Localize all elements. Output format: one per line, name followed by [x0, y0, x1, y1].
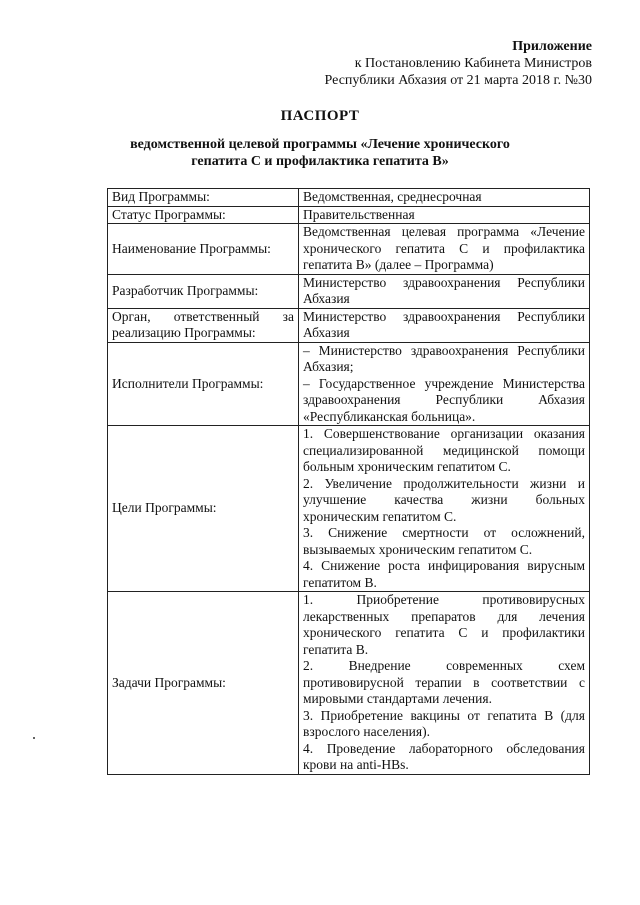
row-value: [299, 224, 590, 275]
table-row: [108, 224, 590, 275]
row-value: [299, 189, 590, 207]
row-value: [299, 308, 590, 342]
row-label: Орган, ответственный за реализацию Программы:: [108, 308, 299, 342]
value-paragraph: 1. Совершенствование организации оказания специализированной медицинской помощи больным хроническим гепатитом С.: [303, 426, 585, 474]
value-paragraph: 3. Приобретение вакцины от гепатита В (для взрослого населения).: [303, 707, 585, 739]
value-paragraph: 4. Снижение роста инфицирования вирусным гепатитом В.: [303, 558, 585, 590]
value-paragraph: 2. Увеличение продолжительности жизни и улучшение качества жизни больных хроническим гепатитом С.: [303, 475, 585, 524]
value-paragraph: Правительственная: [303, 206, 415, 222]
value-paragraph: 2. Внедрение современных схем противовирусной терапии в соответствии с мировыми стандартами лечения.: [303, 658, 585, 706]
table-row: [108, 189, 590, 207]
table-row: [108, 426, 590, 592]
table-row: [108, 342, 590, 426]
row-label: Исполнители Программы:: [108, 342, 299, 426]
value-paragraph: – Министерство здравоохранения Республики Абхазия;: [303, 342, 585, 374]
passport-table: [107, 188, 590, 775]
table-row: [108, 592, 590, 775]
value-paragraph: Министерство здравоохранения Республики Абхазия: [303, 274, 585, 306]
value-paragraph: – Государственное учреждение Министерства здравоохранения Республики Абхазия «Республиканская больница».: [303, 375, 585, 424]
subtitle-line-2: гепатита С и профилактика гепатита В»: [191, 154, 449, 169]
row-value: [299, 342, 590, 426]
value-paragraph: 1. Приобретение противовирусных лекарственных препаратов для лечения хронического гепатита С и профилактики гепатита В.: [303, 592, 585, 657]
row-value: [299, 274, 590, 308]
value-paragraph: 4. Проведение лабораторного обследования крови на anti-HBs.: [303, 740, 585, 772]
scan-speck: [33, 737, 35, 739]
table-row: [108, 308, 590, 342]
appendix-line-2: Республики Абхазия от 21 марта 2018 г. №30: [324, 73, 592, 88]
value-paragraph: Ведомственная, среднесрочная: [303, 189, 482, 204]
table-row: [108, 206, 590, 224]
appendix-title: Приложение: [512, 39, 592, 54]
document-title: ПАСПОРТ: [280, 108, 360, 124]
value-paragraph: Министерство здравоохранения Республики Абхазия: [303, 308, 585, 340]
row-value: [299, 426, 590, 592]
value-paragraph: 3. Снижение смертности от осложнений, вызываемых хроническим гепатитом С.: [303, 525, 585, 557]
row-label: Задачи Программы:: [108, 592, 299, 775]
document-subtitle: [110, 136, 530, 170]
row-label: Разработчик Программы:: [108, 274, 299, 308]
row-label: Статус Программы:: [108, 206, 299, 224]
appendix-line-1: к Постановлению Кабинета Министров: [354, 56, 592, 71]
row-label: Вид Программы:: [108, 189, 299, 207]
subtitle-line-1: ведомственной целевой программы «Лечение хронического: [130, 137, 510, 152]
row-value: [299, 206, 590, 224]
row-label: Наименование Программы:: [108, 224, 299, 275]
table-row: [108, 274, 590, 308]
value-paragraph: Ведомственная целевая программа «Лечение хронического гепатита С и профилактика гепатита В» (далее – Программа): [303, 224, 585, 272]
appendix-header: [262, 38, 592, 89]
row-value: [299, 592, 590, 775]
row-label: Цели Программы:: [108, 426, 299, 592]
